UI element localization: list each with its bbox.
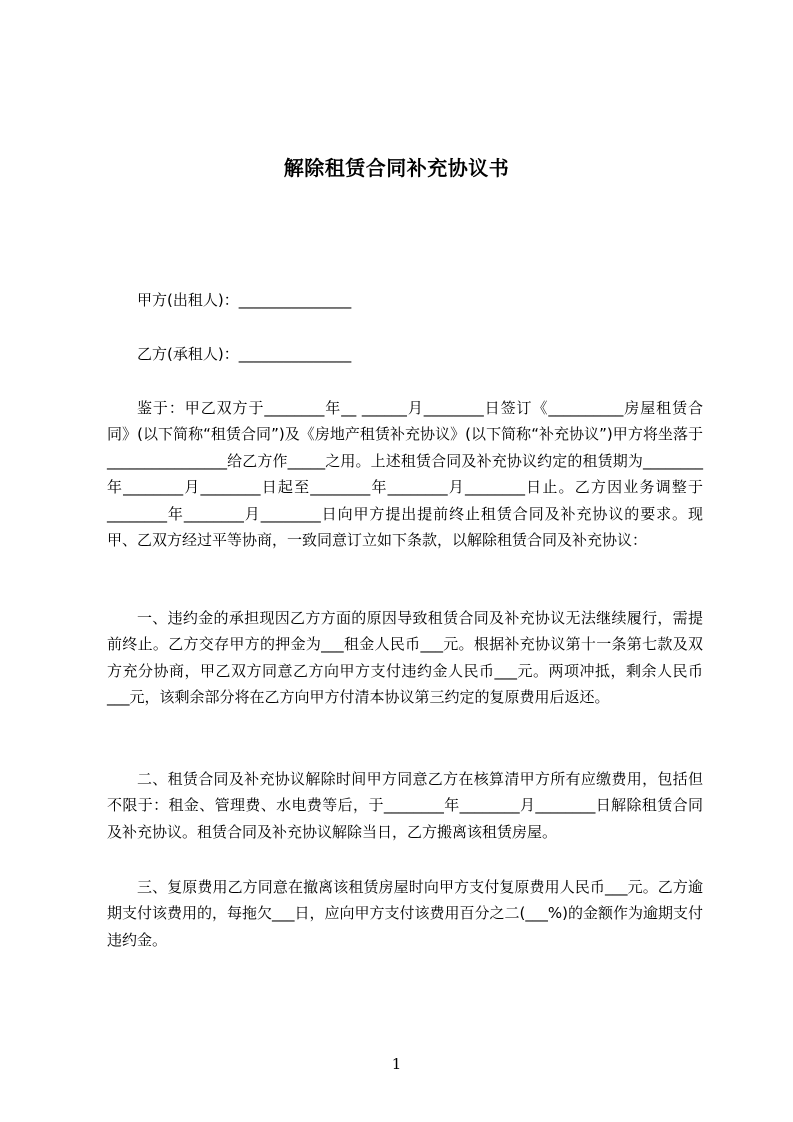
clause-1-penalty-paragraph: 一、违约金的承担现因乙方方面的原因导致租赁合同及补充协议无法继续履行，需提前终止。乙方交存甲方的押金为___租金人民币___元。根据补充协议第十一条第七款及双方充分协商，甲乙双方同意乙方向甲方支付违约金人民币___元。两项冲抵，剩余人民币___元，该剩余部分将在乙方向甲方付清本协议第三约定的复原费用后返还。 [107, 609, 703, 707]
clause-3-restoration-cost-paragraph: 三、复原费用乙方同意在撤离该租赁房屋时向甲方支付复原费用人民币___元。乙方逾期支付该费用的，每拖欠___日，应向甲方支付该费用百分之二(___%)的金额作为逾期支付违约金。 [107, 878, 703, 949]
recital-paragraph: 鉴于：甲乙双方于________年__ ______月________日签订《__________房屋租赁合同》(以下简称“租赁合同”)及《房地产租赁补充协议》(以下简称“补充协议”)甲方将坐落于________________给乙方作_____之用。上述租赁合同及补充协议约定的租赁期为________年________月________日起至________年________月________日止。乙方因业务调整于________年________月________日向甲方提出提前终止租赁合同及补充协议的要求。现甲、乙双方经过平等协商，一致同意订立如下条款，以解除租赁合同及补充协议： [107, 399, 703, 550]
party-a-lessor-line: 甲方(出租人)：_______________ [137, 291, 352, 309]
clause-2-termination-date-paragraph: 二、租赁合同及补充协议解除时间甲方同意乙方在核算清甲方所有应缴费用，包括但不限于：租金、管理费、水电费等后，于________年________月________日解除租赁合同及补充协议。租赁合同及补充协议解除当日，乙方搬离该租赁房屋。 [107, 770, 703, 841]
page-number: 1 [391, 1055, 402, 1073]
document-title: 解除租赁合同补充协议书 [283, 156, 510, 181]
party-b-lessee-line: 乙方(承租人)：_______________ [137, 345, 352, 363]
